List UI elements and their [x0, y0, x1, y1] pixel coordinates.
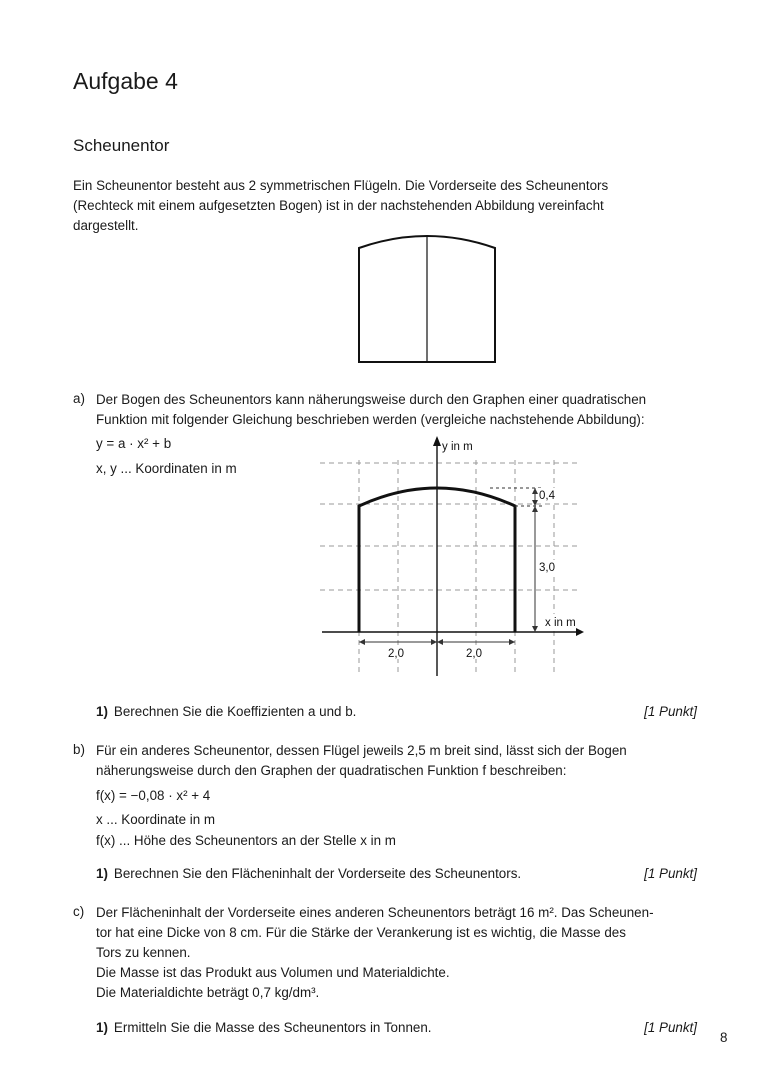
intro-line: dargestellt. [73, 218, 139, 233]
dim-arc-label: 0,4 [539, 490, 555, 502]
dim-right-label: 2,0 [466, 648, 482, 660]
part-a-task-number: 1) [96, 704, 108, 719]
part-c-line: tor hat eine Dicke von 8 cm. Für die Stärke der Verankerung ist es wichtig, die Masse des [96, 925, 626, 940]
part-b-points: [1 Punkt] [644, 866, 697, 881]
part-c-task [96, 1020, 432, 1035]
part-c-line: Die Masse ist das Produkt aus Volumen und Materialdichte. [96, 965, 450, 980]
part-a-legend: x, y ... Koordinaten in m [96, 461, 237, 476]
door-illustration [355, 228, 500, 364]
intro-paragraph [73, 176, 713, 236]
part-a-label: a) [73, 391, 85, 406]
part-c-task-number: 1) [96, 1020, 108, 1035]
part-c-text [96, 903, 701, 1003]
part-a-task-text: Berechnen Sie die Koeffizienten a und b. [113, 704, 357, 719]
part-b-line: näherungsweise durch den Graphen der quadratischen Funktion f beschreiben: [96, 763, 567, 778]
y-axis-label: y in m [442, 441, 473, 453]
task-subheading: Scheunentor [73, 136, 170, 155]
part-b-line: Für ein anderes Scheunentor, dessen Flügel jeweils 2,5 m breit sind, lässt sich der Bogen [96, 743, 627, 758]
dim-left-label: 2,0 [388, 648, 404, 660]
part-b-label: b) [73, 742, 85, 757]
part-b-task-text: Berechnen Sie den Flächeninhalt der Vorderseite des Scheunentors. [113, 866, 522, 881]
part-b-legend-f: f(x) ... Höhe des Scheunentors an der Stelle x in m [96, 833, 396, 848]
part-a-line: Funktion mit folgender Gleichung beschrieben werden (vergleiche nachstehende Abbildung): [96, 412, 645, 427]
part-b-task [96, 866, 521, 881]
x-axis-label: x in m [545, 617, 576, 629]
coordinate-graph [320, 432, 588, 677]
part-c-points: [1 Punkt] [644, 1020, 697, 1035]
part-c-line: Die Materialdichte beträgt 0,7 kg/dm³. [96, 985, 320, 1000]
dim-height-label: 3,0 [539, 562, 555, 574]
part-c-line: Der Flächeninhalt der Vorderseite eines anderen Scheunentors beträgt 16 m². Das Scheunen- [96, 905, 654, 920]
part-c-line: Tors zu kennen. [96, 945, 191, 960]
x-axis-arrow [576, 628, 584, 636]
intro-line: (Rechteck mit einem aufgesetzten Bogen) ist in der nachstehenden Abbildung vereinfacht [73, 198, 604, 213]
page-number: 8 [720, 1030, 728, 1045]
task-heading: Aufgabe 4 [73, 68, 178, 94]
part-a-task [96, 704, 356, 719]
intro-line: Ein Scheunentor besteht aus 2 symmetrischen Flügeln. Die Vorderseite des Scheunentors [73, 178, 609, 193]
part-a-line: Der Bogen des Scheunentors kann näherungsweise durch den Graphen einer quadratischen [96, 392, 647, 407]
part-b-legend-x: x ... Koordinate in m [96, 812, 216, 827]
part-c-task-text: Ermitteln Sie die Masse des Scheunentors in Tonnen. [113, 1020, 432, 1035]
part-a-formula: y = a · x² + b [96, 436, 172, 451]
part-c-label: c) [73, 904, 85, 919]
part-b-task-number: 1) [96, 866, 108, 881]
y-axis-arrow [433, 436, 441, 446]
part-b-formula: f(x) = −0,08 · x² + 4 [96, 788, 211, 803]
part-a-text [96, 390, 701, 430]
part-a-points: [1 Punkt] [644, 704, 697, 719]
part-b-text [96, 741, 701, 781]
